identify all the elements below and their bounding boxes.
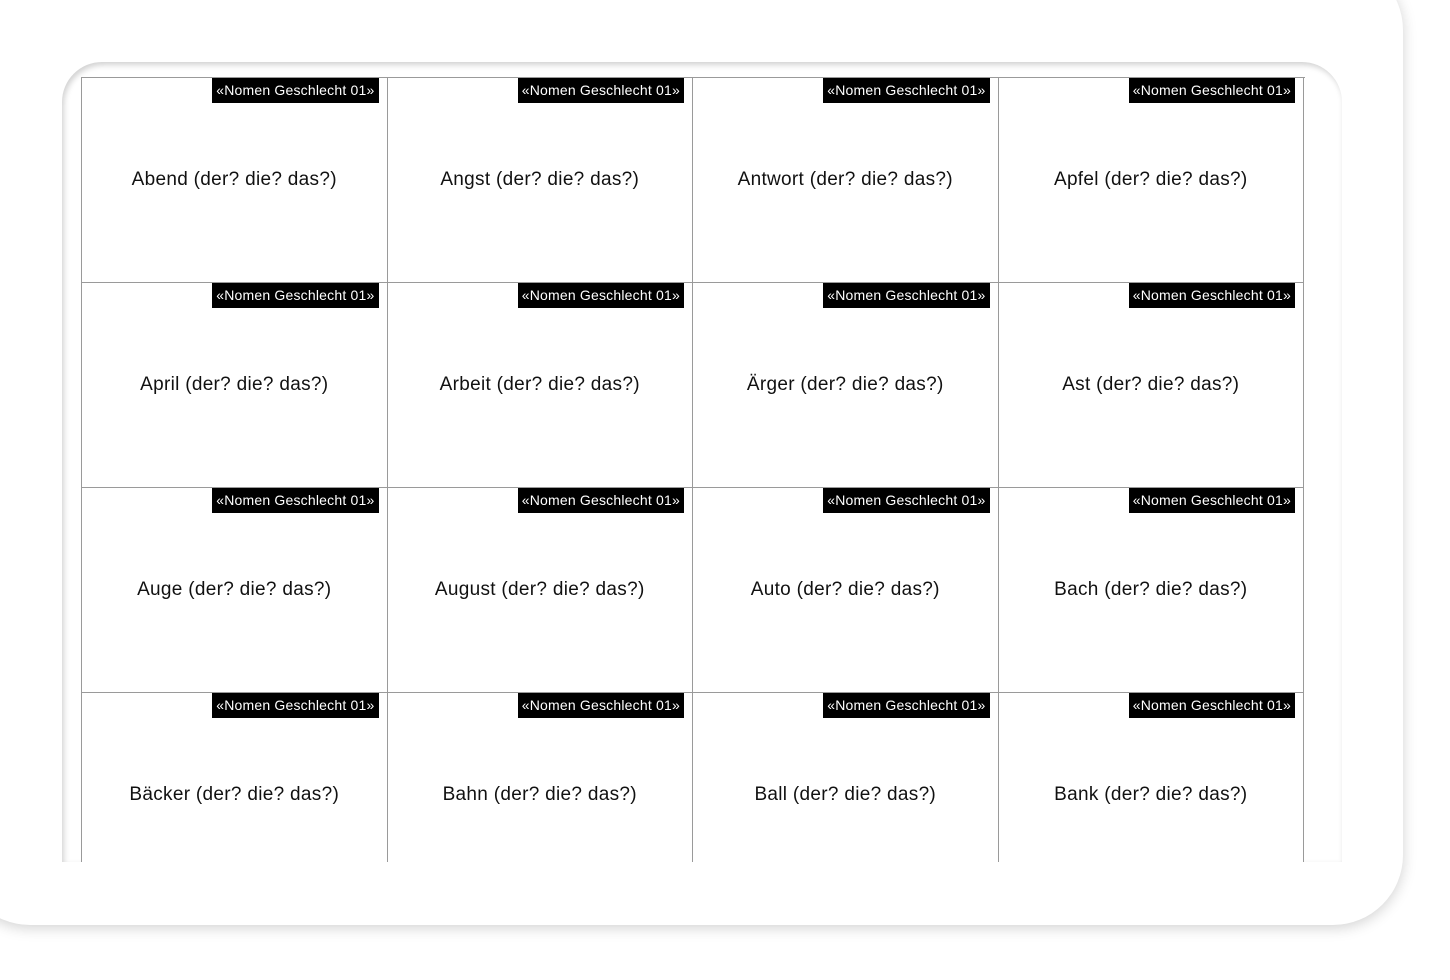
- flashcard: [82, 488, 388, 693]
- flashcard-grid: [81, 77, 1305, 862]
- card-tag: «Nomen Geschlecht 01»: [1129, 488, 1295, 513]
- card-tag: «Nomen Geschlecht 01»: [212, 488, 378, 513]
- card-tag: «Nomen Geschlecht 01»: [823, 488, 989, 513]
- card-word: Angst (der? die? das?): [440, 169, 640, 190]
- card-tag: «Nomen Geschlecht 01»: [1129, 78, 1295, 103]
- card-tag: «Nomen Geschlecht 01»: [518, 488, 684, 513]
- card-word: Antwort (der? die? das?): [737, 169, 953, 190]
- card-word: Ast (der? die? das?): [1062, 374, 1240, 395]
- card-tag: «Nomen Geschlecht 01»: [518, 693, 684, 718]
- card-word: Ball (der? die? das?): [754, 784, 937, 805]
- flashcard: [82, 283, 388, 488]
- card-tag: «Nomen Geschlecht 01»: [823, 283, 989, 308]
- flashcard: [999, 693, 1305, 862]
- flashcard: [388, 693, 694, 862]
- document-viewport[interactable]: [62, 62, 1342, 862]
- card-word: August (der? die? das?): [434, 579, 645, 600]
- card-word: Bäcker (der? die? das?): [129, 784, 340, 805]
- flashcard: [388, 488, 694, 693]
- card-tag: «Nomen Geschlecht 01»: [518, 78, 684, 103]
- card-tag: «Nomen Geschlecht 01»: [518, 283, 684, 308]
- card-word: Arbeit (der? die? das?): [439, 374, 640, 395]
- flashcard: [999, 283, 1305, 488]
- flashcard: [693, 488, 999, 693]
- card-tag: «Nomen Geschlecht 01»: [212, 283, 378, 308]
- card-tag: «Nomen Geschlecht 01»: [1129, 283, 1295, 308]
- flashcard: [388, 78, 694, 283]
- card-word: Apfel (der? die? das?): [1053, 169, 1248, 190]
- card-tag: «Nomen Geschlecht 01»: [212, 693, 378, 718]
- flashcard: [999, 78, 1305, 283]
- card-tag: «Nomen Geschlecht 01»: [212, 78, 378, 103]
- card-word: Ärger (der? die? das?): [746, 374, 944, 395]
- card-tag: «Nomen Geschlecht 01»: [823, 693, 989, 718]
- card-word: April (der? die? das?): [140, 374, 329, 395]
- flashcard: [388, 283, 694, 488]
- flashcard: [693, 693, 999, 862]
- flashcard: [82, 693, 388, 862]
- card-word: Bach (der? die? das?): [1054, 579, 1248, 600]
- flashcard: [693, 283, 999, 488]
- flashcard: [693, 78, 999, 283]
- card-word: Abend (der? die? das?): [131, 169, 337, 190]
- card-tag: «Nomen Geschlecht 01»: [1129, 693, 1295, 718]
- card-word: Bahn (der? die? das?): [442, 784, 637, 805]
- flashcard: [82, 78, 388, 283]
- flashcard: [999, 488, 1305, 693]
- card-word: Auge (der? die? das?): [137, 579, 332, 600]
- card-tag: «Nomen Geschlecht 01»: [823, 78, 989, 103]
- card-word: Bank (der? die? das?): [1054, 784, 1248, 805]
- card-word: Auto (der? die? das?): [750, 579, 940, 600]
